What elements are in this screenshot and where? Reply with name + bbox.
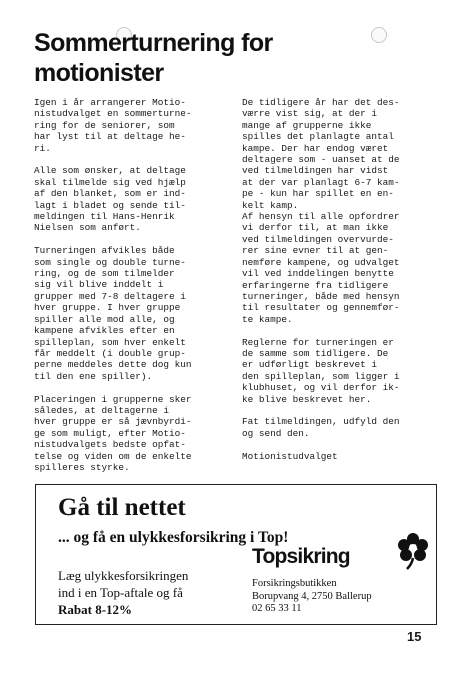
text-line: ring for de seniorer, som <box>34 119 175 131</box>
punch-hole <box>371 27 387 43</box>
flower-icon <box>395 531 431 571</box>
text-line: til resultater og gennemfør- <box>242 302 400 314</box>
text-line: ri. <box>34 142 51 154</box>
text-line: ved tilmeldingen overvurde- <box>242 233 394 245</box>
company-info <box>252 578 372 616</box>
text-line: kampene afvikles efter en <box>34 325 175 337</box>
text-line: Turneringen afvikles både <box>34 245 175 257</box>
text-line: hver gruppe er så jævnbyrdi- <box>34 416 192 428</box>
company-address: Borupvang 4, 2750 Ballerup <box>252 590 372 602</box>
text-line: de samme som tidligere. De <box>242 347 389 359</box>
text-line: ring, og de som tilmelder <box>34 268 175 280</box>
text-line: og send den. <box>242 427 310 439</box>
text-line: som single og double turne- <box>34 256 186 268</box>
article-paragraph <box>34 97 227 154</box>
article-paragraph <box>242 416 437 439</box>
text-line: mange af grupperne ikke <box>242 119 372 131</box>
text-line: spilles det planlagte antal <box>242 131 394 143</box>
text-line: kelt kamp. <box>242 199 299 211</box>
text-line: ge som muligt, efter Motio- <box>34 427 186 439</box>
text-line: den spilleplan, som ligger i <box>242 370 400 382</box>
text-line: værre vist sig, at der i <box>242 108 378 120</box>
text-line: Nielsen som anført. <box>34 222 141 234</box>
text-line: Af hensyn til alle opfordrer <box>242 211 400 223</box>
text-line: perne meddeles dette dog kun <box>34 359 192 371</box>
advertisement <box>35 484 437 625</box>
text-line: pe - kun har spillet en en- <box>242 188 394 200</box>
text-line: nistudvalgets bedste opfat- <box>34 439 186 451</box>
ad-body-line: Læg ulykkesforsikringen <box>58 568 189 583</box>
text-line: Motionistudvalget <box>242 450 338 462</box>
text-line: vi derfor til, at man ikke <box>242 222 389 234</box>
text-line: spilleres styrke. <box>34 461 130 473</box>
text-line: Reglerne for turneringen er <box>242 336 394 348</box>
article-paragraph <box>34 394 227 474</box>
text-line: af den blanket, som er ind- <box>34 188 186 200</box>
text-line: er udførligt beskrevet i <box>242 359 378 371</box>
text-line: Fat tilmeldingen, udfyld den <box>242 416 400 428</box>
text-line: lagt i bladet og sende til- <box>34 199 186 211</box>
text-line: nemføre kampene, og udvalget <box>242 256 400 268</box>
text-line: te kampe. <box>242 313 293 325</box>
text-line: De tidligere år har det des- <box>242 97 400 108</box>
text-line: meldingen til Hans-Henrik <box>34 211 175 223</box>
topsikring-logo <box>252 545 350 569</box>
article-column-right <box>242 97 437 473</box>
article-paragraph <box>34 245 227 382</box>
page-number: 15 <box>407 629 422 644</box>
text-line: klubhuset, og vil derfor ik- <box>242 382 400 394</box>
title-line: motionister <box>34 59 164 87</box>
company-name: Forsikringsbutikken <box>252 578 337 589</box>
ad-subheadline: ... og få en ulykkesforsikring i Top! <box>58 529 289 546</box>
text-line: kampe. Der har endog været <box>242 142 389 154</box>
text-line: spiller alle mod alle, og <box>34 313 175 325</box>
ad-rabat: Rabat 8-12% <box>58 602 133 617</box>
article-paragraph <box>34 165 227 233</box>
text-line: hver gruppe. I hver gruppe <box>34 302 181 314</box>
text-line: spilleplan, som hver enkelt <box>34 336 186 348</box>
text-line: erfaringerne fra tidligere <box>242 279 389 291</box>
text-line: får meddelt (i double grup- <box>34 347 186 359</box>
title-line: Sommerturnering for <box>34 29 273 57</box>
company-phone: 02 65 33 11 <box>252 603 302 614</box>
text-line: telse og viden om de enkelte <box>34 450 192 462</box>
text-line: nistudvalget en sommerturne- <box>34 108 192 120</box>
text-line: rer sine evner til at gen- <box>242 245 389 257</box>
ad-headline: Gå til nettet <box>58 494 186 521</box>
ad-body-line: ind i en Top-aftale og få <box>58 585 183 600</box>
article-paragraph <box>242 97 437 325</box>
text-line: Igen i år arrangerer Motio- <box>34 97 186 108</box>
text-line: skal tilmelde sig ved hjælp <box>34 176 186 188</box>
article-paragraph <box>242 451 437 462</box>
article-title <box>34 28 354 88</box>
article-column-left <box>34 97 227 485</box>
text-line: til den ene spiller). <box>34 370 153 382</box>
text-line: turneringer, både med hensyn <box>242 290 400 302</box>
text-line: Alle som ønsker, at deltage <box>34 165 186 177</box>
ad-body <box>58 567 188 618</box>
text-line: ved tilmeldingen har vidst <box>242 165 389 177</box>
text-line: vil ved inddelingen benytte <box>242 268 394 280</box>
text-line: Placeringen i grupperne sker <box>34 393 192 405</box>
text-line: således, at deltagerne i <box>34 404 170 416</box>
text-line: ke blive beskrevet her. <box>242 393 372 405</box>
article-paragraph <box>242 337 437 405</box>
text-line: sig vil blive inddelt i <box>34 279 164 291</box>
text-line: grupper med 7-8 deltagere i <box>34 290 186 302</box>
text-line: deltagere som - uanset at de <box>242 154 400 166</box>
text-line: har lyst til at deltage he- <box>34 131 186 143</box>
text-line: at der var planlagt 6-7 kam- <box>242 176 400 188</box>
logo-text: Topsikring <box>252 545 350 568</box>
